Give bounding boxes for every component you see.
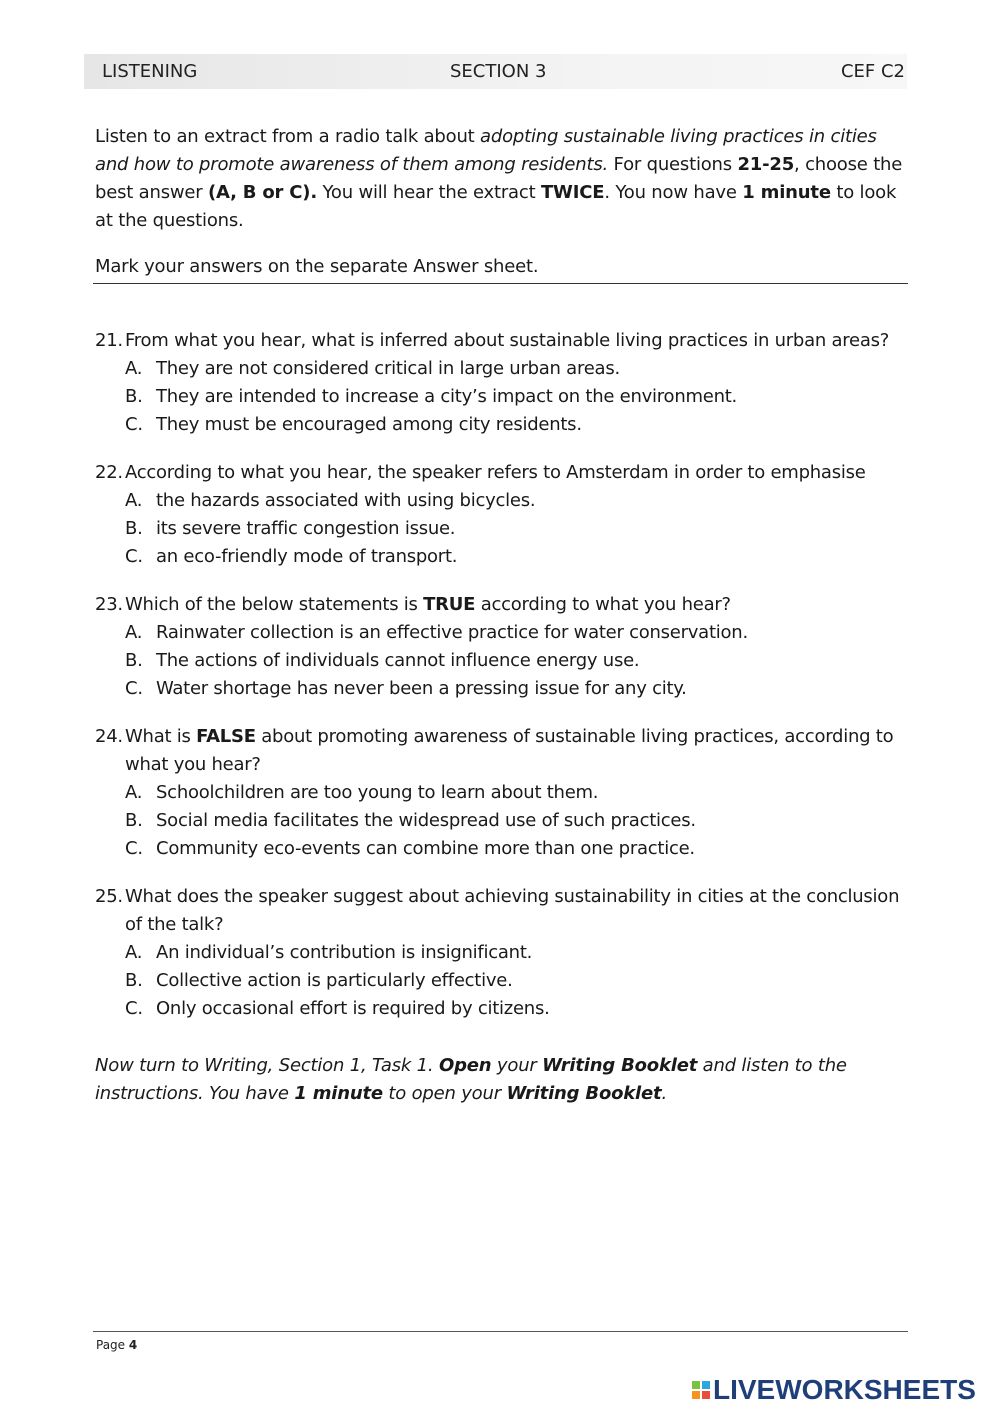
question-21	[95, 327, 910, 439]
page-number: 4	[128, 1338, 138, 1352]
option-24-a[interactable]: A. Schoolchildren are too young to learn about them.	[125, 782, 599, 803]
question-text: Which of the below statements is TRUE according to what you hear?	[125, 594, 731, 615]
logo-text: LIVEWORKSHEETS	[713, 1374, 976, 1405]
page-footer: Page 4	[96, 1338, 138, 1352]
question-22	[95, 459, 910, 571]
header-level: CEF C2	[840, 61, 905, 82]
question-23	[95, 591, 910, 703]
question-number: 24.	[95, 726, 123, 747]
instructions: Listen to an extract from a radio talk about adopting sustainable living practices in cities and how to promote awareness of them among residents. For questions 21-25, choose the best answer (A, B or C). You will hear the extract TWICE. You now have 1 minute to look at the questions.	[95, 126, 903, 231]
question-range: 21-25	[737, 154, 795, 175]
question-number: 23.	[95, 594, 123, 615]
question-number: 22.	[95, 462, 123, 483]
talk-topic: adopting sustainable living practices in cities and how to promote awareness of them among residents.	[95, 126, 877, 175]
logo-square	[692, 1381, 700, 1389]
option-21-c[interactable]: C. They must be encouraged among city residents.	[125, 414, 582, 435]
question-number: 21.	[95, 330, 123, 351]
option-22-c[interactable]: C. an eco-friendly mode of transport.	[125, 546, 458, 567]
logo-square	[702, 1391, 710, 1399]
answer-sheet-note: Mark your answers on the separate Answer sheet.	[95, 256, 539, 277]
header-subject: LISTENING	[102, 61, 198, 82]
liveworksheets-logo	[692, 1374, 976, 1406]
option-21-a[interactable]: A. They are not considered critical in large urban areas.	[125, 358, 620, 379]
footer-divider	[93, 1331, 908, 1332]
question-text: According to what you hear, the speaker refers to Amsterdam in order to emphasise	[125, 462, 866, 483]
option-24-c[interactable]: C. Community eco-events can combine more than one practice.	[125, 838, 695, 859]
question-24	[95, 723, 910, 863]
option-21-b[interactable]: B. They are intended to increase a city’s impact on the environment.	[125, 386, 738, 407]
option-25-b[interactable]: B. Collective action is particularly effective.	[125, 970, 513, 991]
option-25-a[interactable]: A. An individual’s contribution is insignificant.	[125, 942, 533, 963]
question-25	[95, 883, 910, 1023]
question-number: 25.	[95, 886, 123, 907]
option-23-b[interactable]: B. The actions of individuals cannot influence energy use.	[125, 650, 640, 671]
question-text: What does the speaker suggest about achieving sustainability in cities at the conclusion of the talk?	[125, 886, 900, 935]
question-text: From what you hear, what is inferred about sustainable living practices in urban areas?	[125, 330, 890, 351]
logo-grid-icon	[692, 1381, 710, 1399]
option-22-b[interactable]: B. its severe traffic congestion issue.	[125, 518, 456, 539]
divider	[93, 283, 908, 284]
section-header-bar	[84, 54, 907, 89]
logo-square	[702, 1381, 710, 1389]
option-23-a[interactable]: A. Rainwater collection is an effective practice for water conservation.	[125, 622, 748, 643]
logo-square	[692, 1391, 700, 1399]
option-22-a[interactable]: A. the hazards associated with using bicycles.	[125, 490, 536, 511]
question-text: What is FALSE about promoting awareness of sustainable living practices, according to what you hear?	[125, 726, 894, 775]
option-23-c[interactable]: C. Water shortage has never been a pressing issue for any city.	[125, 678, 687, 699]
closing-instructions: Now turn to Writing, Section 1, Task 1. Open your Writing Booklet and listen to the instructions. You have 1 minute to open your Writing Booklet.	[95, 1055, 847, 1104]
option-25-c[interactable]: C. Only occasional effort is required by citizens.	[125, 998, 550, 1019]
option-24-b[interactable]: B. Social media facilitates the widespread use of such practices.	[125, 810, 696, 831]
header-section: SECTION 3	[450, 61, 547, 82]
